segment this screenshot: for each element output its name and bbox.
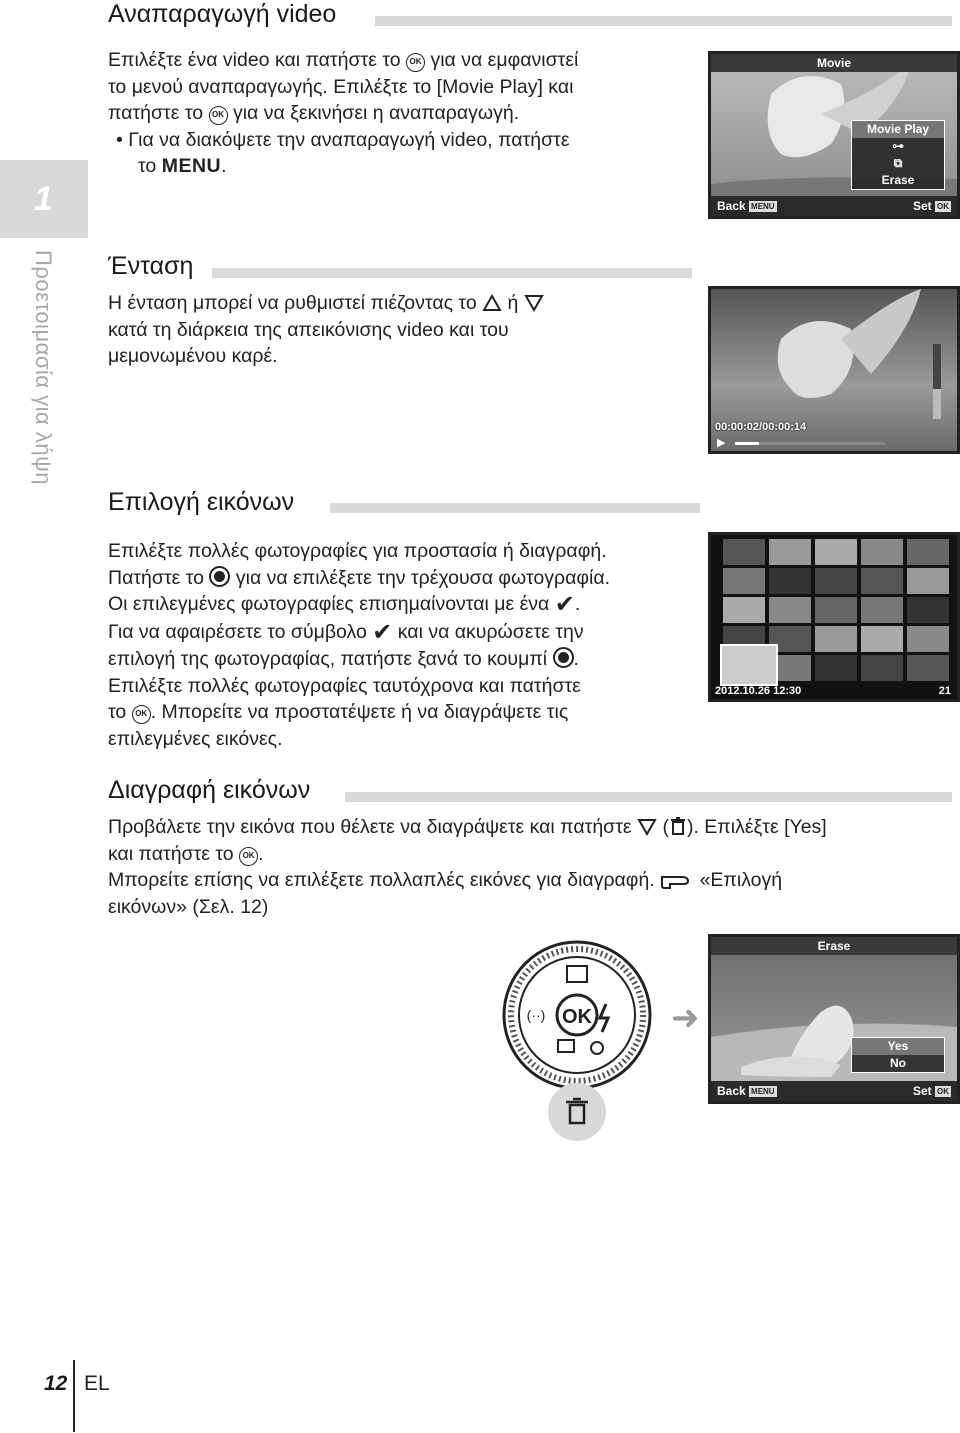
section-title-volume: Ένταση (108, 252, 194, 280)
section-rule (375, 16, 952, 26)
ok-icon: OK (132, 705, 151, 724)
thumbnail[interactable] (769, 568, 811, 594)
select-text: Επιλέξτε πολλές φωτογραφίες για προστασία ή διαγραφή. Πατήστε το για να επιλέξετε την τρέχουσα φωτογραφία. Οι επιλεγμένες φωτογραφίες επισημαίνονται με ένα ✔. Για να αφαιρέσετε το σύμβολο ✔ και να ακυρώσετε την επιλογή της φωτογραφίας, πατήστε ξανά το κουμπί . Επιλέξτε πολλές φωτογραφίες ταυτόχρονα και πατήστε το OK . Μπορείτε να προστατέψετε ή να διαγράψετε τις επιλεγμένες εικόνες. (108, 540, 611, 750)
reading-woman-photo (711, 937, 957, 1101)
grid-count: 21 (938, 685, 951, 697)
section-rule (330, 503, 700, 513)
down-arrow-icon (637, 818, 657, 836)
thumbnail[interactable] (861, 597, 903, 623)
pointing-hand-icon (660, 871, 694, 889)
thumbnail[interactable] (861, 568, 903, 594)
thumbnail[interactable] (723, 568, 765, 594)
thumbnail-grid (711, 535, 957, 699)
volume-text: Η ένταση μπορεί να ρυθμιστεί πιέζοντας το ή κατά τη διάρκεια της απεικόνισης video και του μεμονωμένου καρέ. (108, 290, 544, 370)
screen-erase (708, 934, 960, 1104)
thumbnail[interactable] (861, 539, 903, 565)
progress-fill (735, 442, 759, 445)
menu-item-copy[interactable]: ⧉ (893, 156, 903, 170)
screen-movie-menu (708, 51, 960, 219)
trash-icon (548, 1083, 606, 1141)
section-title-playback: Αναπαραγωγή video (108, 0, 337, 28)
select-button-icon (553, 647, 574, 668)
thumbnail[interactable] (769, 597, 811, 623)
grid-date: 2012.10.26 12:30 (715, 685, 802, 697)
thumbnail[interactable] (907, 626, 949, 652)
page-language: EL (84, 1372, 110, 1395)
playback-menu (851, 120, 945, 190)
thumbnail[interactable] (907, 597, 949, 623)
trash-icon (669, 816, 687, 836)
timecode: 00:00:02/00:00:14 (715, 421, 807, 433)
thumbnail[interactable] (861, 655, 903, 681)
check-icon: ✔ (554, 591, 575, 618)
thumbnail[interactable] (815, 539, 857, 565)
trash-button[interactable] (548, 1083, 606, 1141)
play-icon: ▶ (717, 437, 726, 449)
screen-bottom-bar: Back MENU Set OK (711, 196, 957, 216)
thumbnail[interactable] (907, 539, 949, 565)
page-number: 12 (44, 1372, 68, 1395)
svg-text:(··): (··) (526, 1007, 546, 1023)
progress-track (735, 442, 885, 445)
thumbnail[interactable] (769, 539, 811, 565)
section-rule (345, 792, 952, 802)
thumbnail[interactable] (861, 626, 903, 652)
screen-thumbnail-grid (708, 532, 960, 702)
menu-button-label: MENU (161, 155, 222, 177)
ok-icon: OK (406, 53, 425, 72)
selected-thumbnail[interactable] (721, 645, 777, 685)
ok-icon: OK (209, 106, 228, 125)
menu-item-no[interactable]: No (890, 1056, 906, 1070)
menu-item-movie-play[interactable]: Movie Play (852, 121, 944, 138)
ok-icon: OK (239, 847, 258, 866)
down-arrow-icon (524, 294, 544, 312)
menu-item-protect[interactable]: ⊶ (892, 139, 904, 153)
erase-text: Προβάλετε την εικόνα που θέλετε να διαγράψετε και πατήστε ( ). Επιλέξτε [Yes] και πατήστε το OK . Μπορείτε επίσης να επιλέξετε πολλαπλές εικόνες για διαγραφή. «Επιλογή εικόνων» (Σελ. 12) (108, 816, 827, 918)
check-icon: ✔ (372, 618, 393, 646)
playback-text: Επιλέξτε ένα video και πατήστε το OK για να εμφανιστεί το μενού αναπαραγωγής. Επιλέξτε το [Movie Play] και πατήστε το OK για να ξεκινήσει η αναπαραγωγή. • Για να διακόψετε την αναπαραγωγή video, πατήστε το MENU. (108, 49, 579, 177)
footer-divider (73, 1360, 75, 1432)
thumbnail[interactable] (907, 655, 949, 681)
screen-movie-playing (708, 286, 960, 454)
thumbnail[interactable] (907, 568, 949, 594)
menu-item-erase[interactable]: Erase (881, 173, 915, 187)
arrow-right-icon: ➜ (671, 999, 700, 1037)
section-rule (212, 268, 692, 278)
thumbnail[interactable] (815, 655, 857, 681)
screen-title: Movie (711, 54, 957, 72)
thumbnail[interactable] (815, 626, 857, 652)
select-button-icon (209, 566, 230, 587)
screen-bottom-bar: Back MENU Set OK (711, 1081, 957, 1101)
screen-title: Erase (711, 937, 957, 955)
chapter-label: Προετοιμασία για λήψη (31, 250, 56, 486)
up-arrow-icon (482, 294, 502, 312)
section-title-erase: Διαγραφή εικόνων (108, 776, 311, 804)
erase-confirm-menu (851, 1037, 945, 1073)
thumbnail[interactable] (723, 539, 765, 565)
thumbnail[interactable] (815, 597, 857, 623)
chapter-number: 1 (34, 180, 53, 218)
dial-ok-label[interactable]: OK (562, 1006, 592, 1028)
section-title-select: Επιλογή εικόνων (108, 488, 295, 516)
menu-item-yes[interactable]: Yes (852, 1038, 944, 1055)
thumbnail[interactable] (723, 597, 765, 623)
thumbnail[interactable] (815, 568, 857, 594)
